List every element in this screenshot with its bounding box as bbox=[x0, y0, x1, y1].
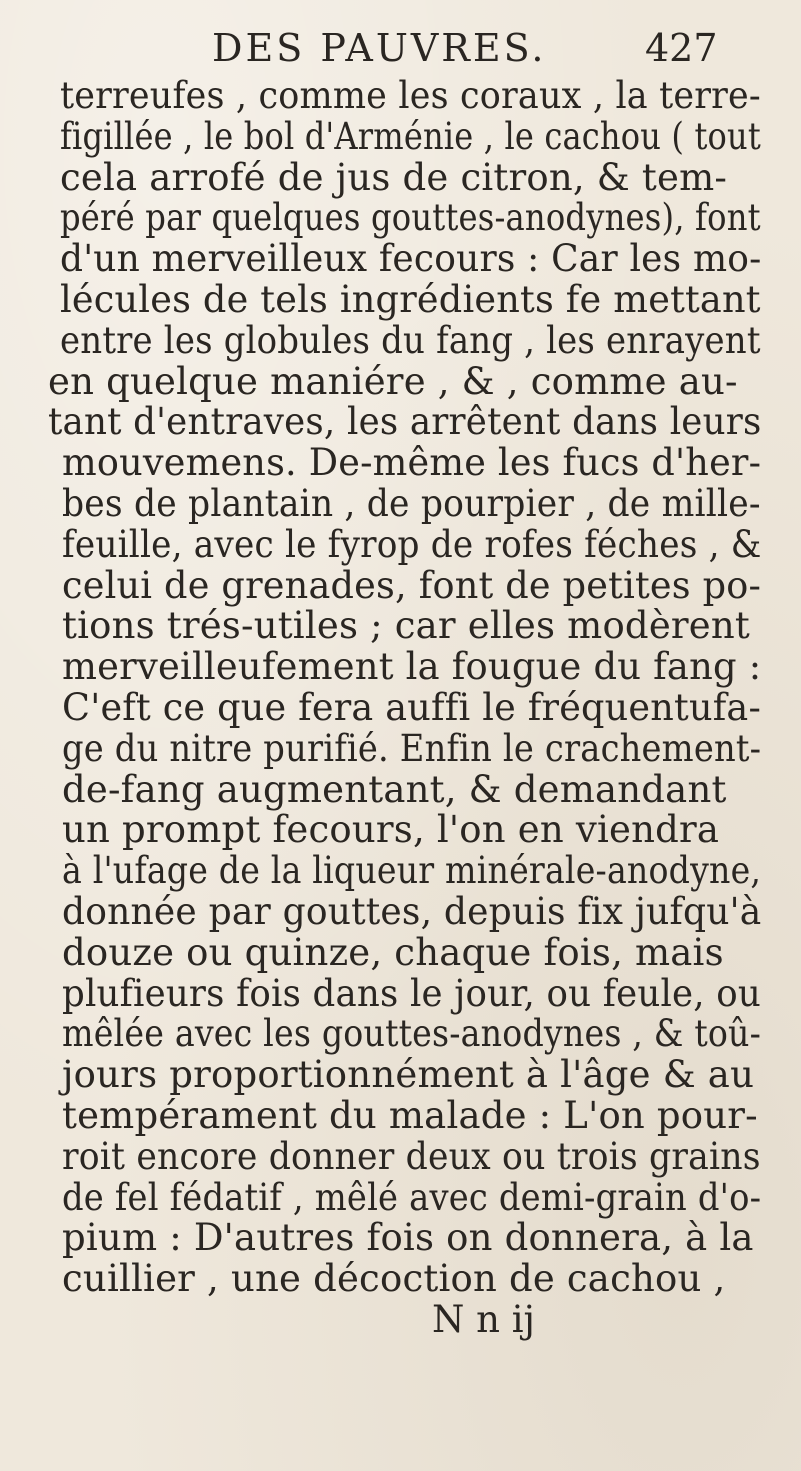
text-line: tant d'entraves, les arrêtent dans leurs bbox=[48, 400, 762, 444]
text-line: feuille, avec le fyrop de rofes féches , & bbox=[62, 522, 762, 566]
text-line: pium : D'autres fois on donnera, à la bbox=[62, 1216, 754, 1260]
text-line: en quelque maniére , & , comme au- bbox=[48, 359, 738, 403]
page-number: 427 bbox=[645, 26, 718, 70]
text-line: roit encore donner deux ou trois grains bbox=[62, 1134, 761, 1178]
text-line: bes de plantain , de pourpier , de mille- bbox=[62, 482, 761, 525]
text-line: jours proportionnément à l'âge & au bbox=[62, 1053, 755, 1097]
text-line: plufieurs fois dans le jour, ou feule, ou bbox=[62, 971, 761, 1015]
text-line: d'un merveilleux fecours : Car les mo- bbox=[60, 237, 762, 281]
text-line: de fel fédatif , mêlé avec demi-grain d'o- bbox=[62, 1175, 762, 1219]
text-line: entre les globules du fang , les enrayent bbox=[60, 318, 761, 362]
text-line: donnée par gouttes, depuis fix jufqu'à bbox=[62, 890, 762, 933]
text-line: terreufes , comme les coraux , la terre- bbox=[60, 74, 761, 117]
text-line: péré par quelques gouttes-anodynes), font bbox=[60, 196, 761, 240]
page-header bbox=[0, 26, 801, 70]
text-line: ge du nitre purifié. Enfin le crachement- bbox=[62, 726, 762, 770]
running-title: DES PAUVRES. bbox=[212, 26, 547, 70]
signature-mark: N n ij bbox=[432, 1298, 536, 1341]
text-line: douze ou quinze, chaque fois, mais bbox=[62, 930, 724, 974]
text-line: lécules de tels ingrédients fe mettant bbox=[60, 278, 761, 321]
text-line: tions trés-utiles ; car elles modèrent bbox=[62, 604, 750, 648]
text-line: de-fang augmentant, & demandant bbox=[62, 767, 727, 811]
text-line: C'eft ce que fera auffi le fréquentufa- bbox=[62, 686, 762, 729]
text-line: cela arrofé de jus de citron, & tem- bbox=[60, 155, 728, 199]
text-line: figillée , le bol d'Arménie , le cachou ( tout bbox=[60, 114, 761, 158]
text-line: merveilleufement la fougue du fang : bbox=[62, 645, 762, 689]
text-line: tempérament du malade : L'on pour- bbox=[62, 1094, 758, 1137]
text-line: cuillier , une décoction de cachou , bbox=[62, 1257, 726, 1301]
text-line: mouvemens. De-même les fucs d'her- bbox=[62, 441, 762, 485]
text-line: à l'ufage de la liqueur minérale-anodyne, bbox=[62, 849, 762, 893]
text-line: un prompt fecours, l'on en viendra bbox=[62, 808, 720, 852]
text-line: mêlée avec les gouttes-anodynes , & toû- bbox=[62, 1012, 762, 1056]
text-line: celui de grenades, font de petites po- bbox=[62, 563, 762, 607]
